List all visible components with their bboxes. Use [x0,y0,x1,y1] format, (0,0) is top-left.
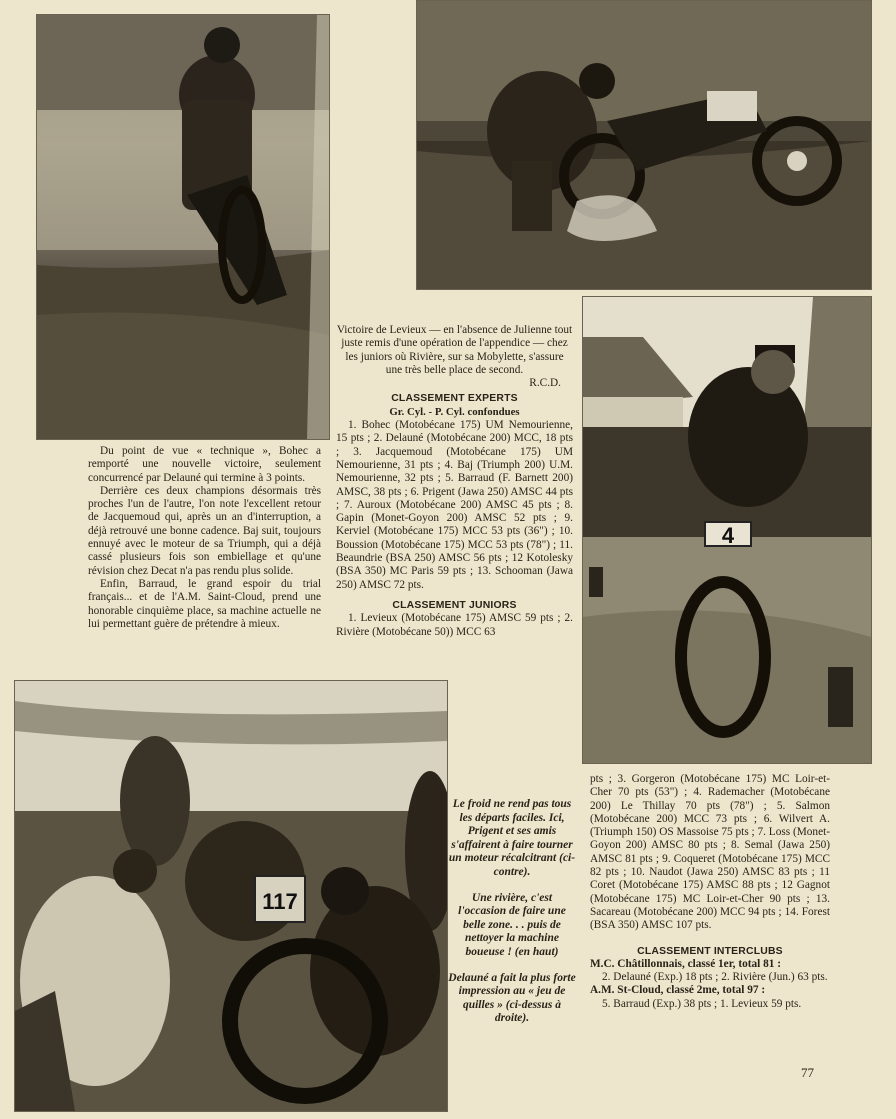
juniors-intro: Victoire de Levieux — en l'absence de Julienne tout juste remis d'une opération de l'appendice — chez les juniors où Rivière, sur sa Mobylette, s'assure une très belle place de second. [336,324,573,376]
caption-1: Le froid ne rend pas tous les départs faciles. Ici, Prigent et ses amis s'affairent à faire tourner un moteur récalcitrant (ci-contre). [448,798,576,878]
club-1-results: 2. Delauné (Exp.) 18 pts ; 2. Rivière (Jun.) 63 pts. [602,971,828,984]
left-paragraph-2: Derrière ces deux champions désormais très proches l'un de l'autre, l'on note l'excellent retour de Jacquemoud qui, après un an d'interruption, a déjà retrouvé une bonne cadence. Baj suit, toujours ennuyé avec le moteur de sa Triumph, qui a déjà cassé plusieurs fois son embiellage et qu'une révision chez Decat n'a pas rendu plus solide. [88,484,321,577]
right-column-text [590,773,830,1011]
photo-number-four-rider [582,296,872,764]
left-column-text [88,445,321,631]
experts-subheading: Gr. Cyl. - P. Cyl. confondues [389,405,520,418]
club-2-title: A.M. St-Cloud, classé 2me, total 97 : [590,984,766,997]
caption-2: Une rivière, c'est l'occasion de faire une belle zone. . . puis de nettoyer la machine boueuse ! (en haut) [458,891,566,958]
left-paragraph-3: Enfin, Barraud, le grand espoir du trial français... et de l'A.M. Saint-Cloud, prend une honorable cinquième place, sa machine actuelle ne lui permettant guère de prétendre à mieux. [88,577,321,630]
club-1-title: M.C. Châtillonnais, classé 1er, total 81 : [590,957,781,970]
juniors-heading: CLASSEMENT JUNIORS [392,599,517,611]
author-signature: R.C.D. [529,377,561,390]
experts-heading: CLASSEMENT EXPERTS [391,393,518,405]
photo-captions [448,798,576,1038]
photo-mechanics-group [14,680,448,1112]
experts-results: 1. Bohec (Motobécane 175) UM Nemourienne, 15 pts ; 2. Delauné (Motobécane 200) MCC, 18 pts ; 3. Jacquemoud (Motobécane 175) UM Nemourienne, 31 pts ; 4. Baj (Triumph 200) U.M. Nemourienne, 32 pts ; 5. Barraud (F. Barnett 200) AMSC, 38 pts ; 6. Prigent (Jawa 250) AMSC 44 pts ; 7. Auroux (Motobécane 200) AMSC 45 pts ; 8. Gapin (Monet-Goyon 200) AMSC 52 pts ; 9. Kerviel (Motobécane 175) MCC 53 pts (36") ; 10. Boussion (Motobécane 175) MCC 53 pts (78") ; 11. Beaundrie (BSA 250) AMSC 56 pts ; 12 Kotolesky (BSA 350) MC Paris 59 pts ; 13. Schooman (Jawa 250) AMSC 72 pts. [336,419,573,591]
caption-3: Delauné a fait la plus forte impression au « jeu de quilles » (ci-dessus à droite). [448,971,576,1025]
bike-number-plate-2: 117 [262,889,298,914]
bike-number-plate: 4 [721,523,735,548]
photo-stream-rider [36,14,330,440]
middle-column-text [336,324,573,639]
left-paragraph-1: Du point de vue « technique », Bohec a remporté une nouvelle victoire, seulement concurrencé par Delauné qui termine à 3 points. [88,445,321,484]
club-2-results: 5. Barraud (Exp.) 38 pts ; 1. Levieux 59 pts. [602,997,802,1010]
juniors-results-continued: pts ; 3. Gorgeron (Motobécane 175) MC Loir-et-Cher 70 pts (53") ; 4. Rademacher (Motobécane 200) Le Thillay 70 pts (78") ; 5. Salmon (Motobécane 200) MCC 73 pts ; 6. Wilvert A. (Triumph 150) OS Massoise 75 pts ; 7. Loss (Monet-Goyon 200) AMSC 80 pts ; 8. Semal (Jawa 250) AMSC 81 pts ; 9. Coqueret (Motobécane 175) MCC 82 pts ; 10. Naudot (Jawa 250) AMSC 83 pts ; 11 Coret (Motobécane 175) AMSC 88 pts ; 12 Gagnot (Motobécane 175) MC Loir-et-Cher 90 pts ; 13. Sacareau (Motobécane 200) MCC 94 pts ; 14. Forest (BSA 350) AMSC 107 pts. [590,773,830,932]
juniors-results: 1. Levieux (Motobécane 175) AMSC 59 pts ; 2. Rivière (Motobécane 50)) MCC 63 [336,612,573,638]
page-number: 77 [801,1065,814,1080]
photo-splash-rider [416,0,872,290]
interclubs-heading: CLASSEMENT INTERCLUBS [637,945,783,957]
